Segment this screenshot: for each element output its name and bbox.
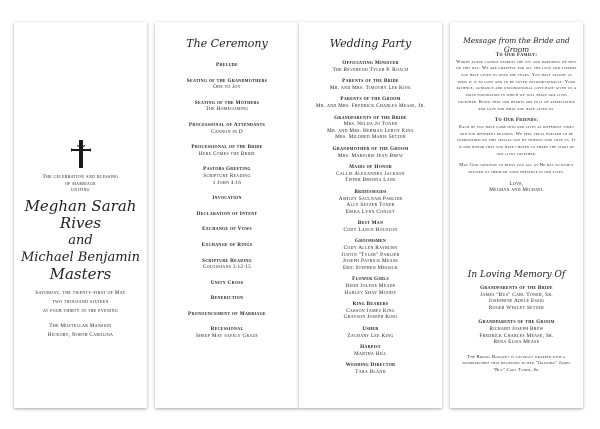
ceremony-item: Prelude — [216, 62, 238, 68]
bride-last-name: Rives — [59, 214, 102, 232]
intro-line: uniting — [71, 187, 90, 194]
date-line: at four thirty in the evening — [43, 308, 118, 314]
party-item: Maids of Honor Callie Alexandra Jackson Tiffer Brenda Lane — [336, 164, 405, 184]
memory-title: In Loving Memory Of — [467, 270, 566, 280]
message-panel — [450, 22, 583, 408]
ceremony-item: Pastors Greeting Scripture Reading 1 John 4:16 — [203, 166, 251, 186]
ceremony-item: Benediction — [210, 295, 244, 302]
party-item: Ring Bearers Carson James King Grayson Joseph King — [343, 301, 398, 321]
party-item: Bridesmaids Ashley Saulnam Parlier Ally Setzer Toner Erika Lynn Conley — [338, 188, 403, 215]
party-item: Parents of the Groom Mr. and Mrs. Fredrick Charles Mease, Jr. — [315, 96, 426, 109]
ceremony-item: Exchange of Vows — [202, 226, 252, 233]
memory-list — [456, 285, 577, 374]
party-item: Best Man Cody Lance Houston — [343, 220, 398, 233]
and-word: and — [68, 233, 93, 248]
family-message: Words alone cannot express the joy and happiness we feel on this day. We are grateful for all the love and support you have given us over the years. You have taught us what it is to love and to be loved unconditionally. Your patience, guidance and unconditional love have given us a solid foundation in which we will begin our lives together. Know that our hearts are full of appreciation and love for what you have given us. — [456, 58, 577, 111]
friends-heading: To Our Friends: — [494, 117, 539, 124]
date-line: Saturday, the twenty-first of May — [35, 290, 126, 296]
wedding-party-title: Wedding Party — [329, 37, 412, 50]
ceremony-list — [155, 62, 299, 349]
party-item: Parents of the Bride Mr. and Mrs. Timothy Lee King — [329, 78, 412, 91]
family-heading: To Our Family: — [495, 52, 538, 58]
ceremony-item: Exchange of Rings — [201, 241, 253, 248]
wedding-party-list — [299, 60, 442, 381]
ceremony-item: Processional of Attendants Cannon in D — [188, 121, 266, 135]
ceremony-panel — [155, 22, 299, 408]
venue-line: The Mostellar Mansion — [49, 323, 112, 329]
ceremony-item: Seating of the Grandmothers Ode to Joy — [186, 77, 268, 91]
blessing-message: May God continue to bless you all as He has so richly blessed us through your presence in our lives. — [459, 162, 574, 175]
ceremony-item: Scripture Reading Colossians 3:12-15 — [202, 257, 252, 271]
ceremony-title: The Ceremony — [186, 37, 268, 50]
party-item: Grandmother of the Groom Mrs. Marjorie Jean Brew — [332, 145, 409, 159]
signoff-line: Meghan and Michael — [489, 187, 544, 194]
party-item: Flower Girls Heidi Jolene Meade Harley Shay Moody — [344, 276, 397, 296]
ceremony-item: Pronouncement of Marriage — [188, 310, 266, 317]
memory-item: Grandparents of the Groom Richard Joseph Brew Fredrick Charles Mease, Sr. Rena Elisa Mease — [478, 319, 555, 346]
signoff-line: Love, — [509, 180, 524, 187]
ceremony-item: Unity Cross — [210, 279, 244, 286]
message-title: Message from the Bride and Groom — [463, 36, 570, 54]
groom-last-name: Masters — [49, 265, 112, 283]
memory-item: Grandparents of the Bride James "Bus" Carl Toner, Sr. Josephine Adele Essig Roger Wesley Setzer — [480, 285, 553, 311]
ceremony-item: Declaration of Intent — [196, 210, 258, 217]
party-item: Groomsmen Cody Allen Rayburn Justin "Tyler" Parlier Joseph Patrick Mease Eric Stephen Messick — [341, 238, 400, 271]
bride-first-name: Meghan Sarah — [24, 197, 137, 215]
intro-line: of marriage — [64, 180, 97, 187]
party-item: Usher Zachary Lee King — [347, 326, 394, 339]
intro-line: The celebration and blessing — [42, 174, 119, 180]
friends-message: Each of you have come into our lives at different times and for different reasons. We feel truly blessed to be surrounded on this special day by friends who love us. It is our honor that you have chosen to share the start of our lives together. — [457, 123, 576, 156]
party-item: Grandparents of the Bride Mrs. Nelda Jo Toner Mr. and Mrs. Herman Leroy King Mrs. Mildred Marie Setzer — [327, 114, 414, 141]
groom-first-name: Michael Benjamin — [20, 250, 141, 265]
wedding-party-panel — [299, 22, 442, 408]
party-item: Officiating Minister The Reverend Tyler P. Roach — [332, 60, 409, 73]
party-item: Harpist Martha Hill — [354, 344, 387, 357]
ceremony-item: Invocation — [212, 195, 242, 202]
ceremony-item: Seating of the Mothers The Homecoming — [194, 99, 260, 113]
bouquet-note: The Bridal Bouquet is lovingly wrapped with a handkerchief that belonged to her "Grandpa" James "Bus" Carl Toner, Sr. — [462, 353, 571, 373]
date-line: two thousand sixteen — [52, 299, 109, 305]
cover-panel — [14, 22, 147, 408]
ceremony-item: Processional of the Bride Here Comes the Bride — [191, 144, 263, 157]
venue-line: Hickory, North Carolina — [47, 332, 114, 338]
ceremony-item: Recessional Sheep May safely Graze — [195, 326, 259, 340]
party-item: Wedding Director Tara Bland — [345, 362, 396, 375]
cross-icon — [71, 140, 91, 168]
